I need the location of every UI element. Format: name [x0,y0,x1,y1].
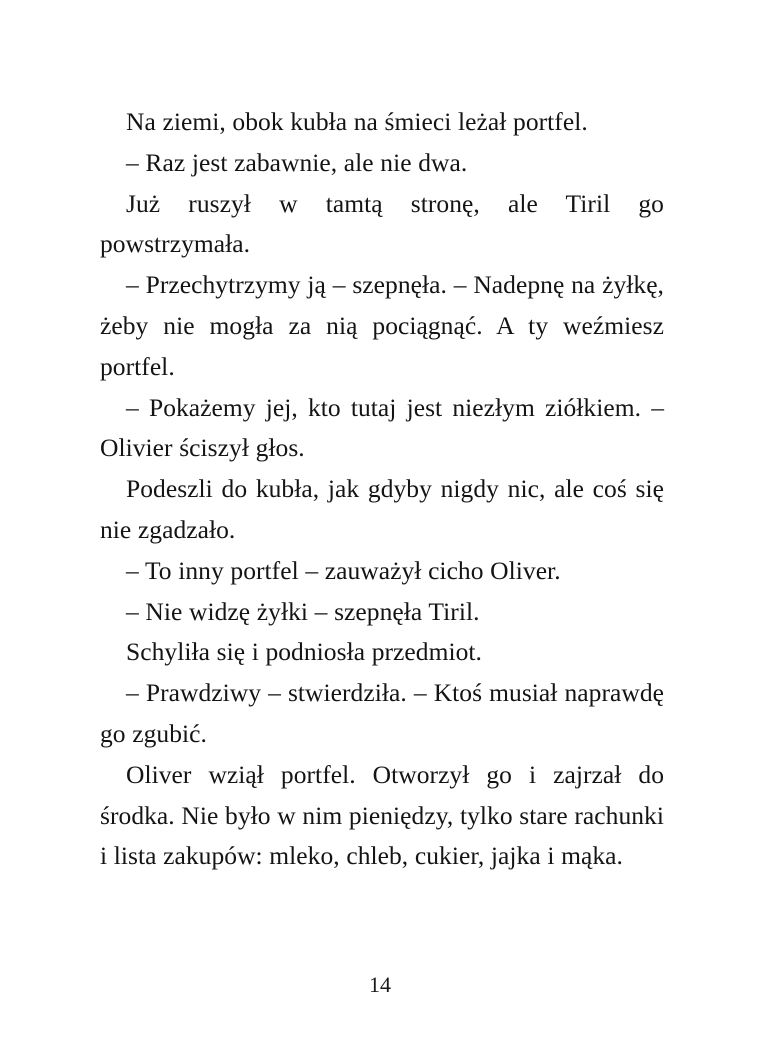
paragraph: Schyliła się i podniosła przedmiot. [126,637,482,667]
paragraph: Podeszli do kubła, jak gdyby nigdy nic, ale coś się nie zgadzało. [100,474,664,544]
paragraph: Oliver wziął portfel. Otworzył go i zajrzał do środka. Nie było w nim pieniędzy, tylko stare rachunki i lista zakupów: mleko, chleb, cukier, jajka i mąka. [100,759,664,871]
paragraph: Na ziemi, obok kubła na śmieci leżał portfel. [126,107,588,136]
body-text [100,102,664,877]
paragraph: – To inny portfel – zauważył cicho Oliver. [126,555,561,585]
paragraph: – Raz jest zabawnie, ale nie dwa. [126,147,468,177]
paragraph: – Prawdziwy – stwierdziła. – Ktoś musiał naprawdę go zgubić. [100,678,664,748]
paragraph: – Przechytrzymy ją – szepnęła. – Nadepnę na żyłkę, żeby nie mogła za nią pociągnąć. A ty weźmiesz portfel. [100,270,664,381]
paragraph: – Nie widzę żyłki – szepnęła Tiril. [126,596,480,626]
page-number: 14 [369,972,391,997]
paragraph: – Pokażemy jej, kto tutaj jest niezłym ziółkiem. – Olivier ściszył głos. [100,392,664,463]
paragraph: Już ruszył w tamtą stronę, ale Tiril go powstrzymała. [100,188,664,259]
